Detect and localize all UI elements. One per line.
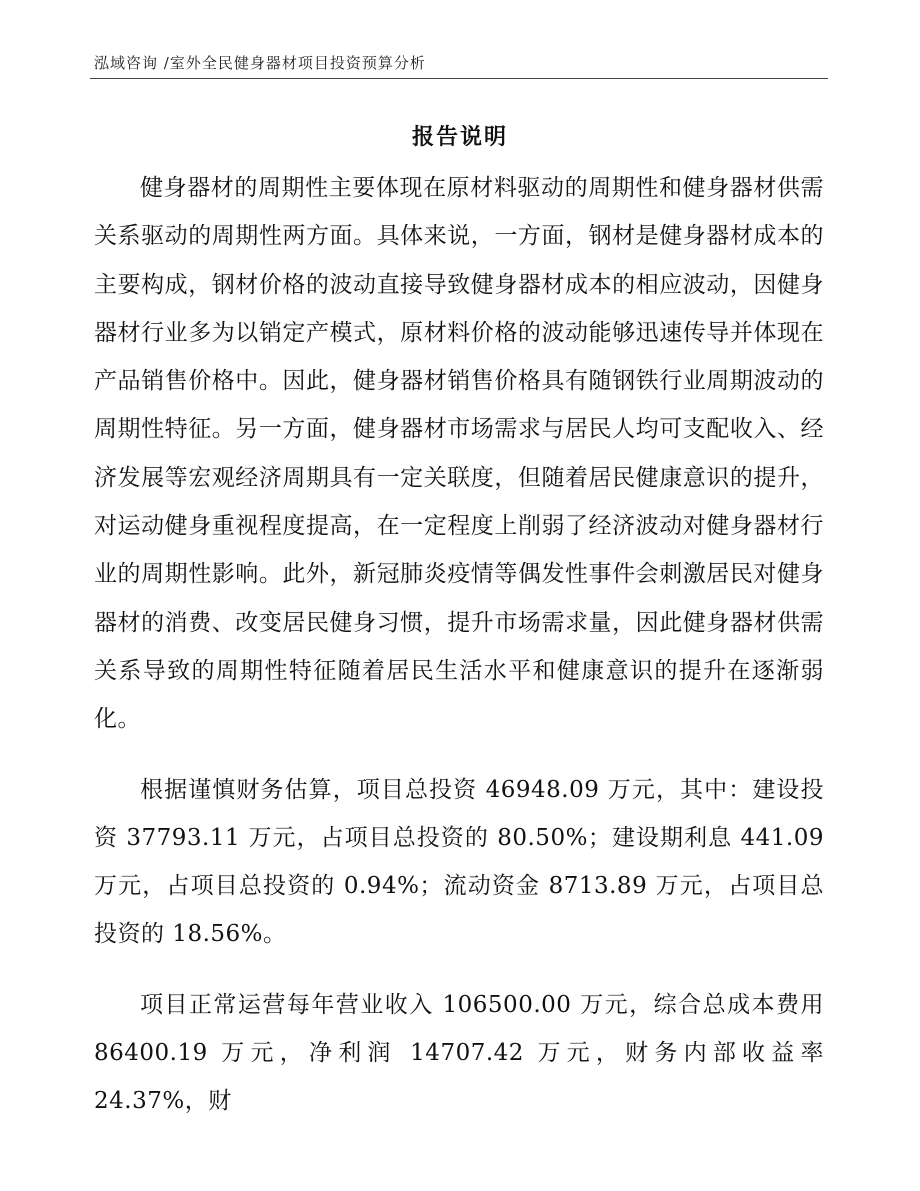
header-divider bbox=[90, 78, 828, 79]
section-title: 报告说明 bbox=[411, 124, 508, 150]
paragraph-cyclicality: 健身器材的周期性主要体现在原材料驱动的周期性和健身器材供需关系驱动的周期性两方面。具体来说，一方面，钢材是健身器材成本的主要构成，钢材价格的波动直接导致健身器材成本的相应波动，因健身器材行业多为以销定产模式，原材料价格的波动能够迅速传导并体现在产品销售价格中。因此，健身器材销售价格具有随钢铁行业周期波动的周期性特征。另一方面，健身器材市场需求与居民人均可支配收入、经济发展等宏观经济周期具有一定关联度，但随着居民健康意识的提升，对运动健身重视程度提高，在一定程度上削弱了经济波动对健身器材行业的周期性影响。此外，新冠肺炎疫情等偶发性事件会刺激居民对健身器材的消费、改变居民健身习惯，提升市场需求量，因此健身器材供需关系导致的周期性特征随着居民生活水平和健康意识的提升在逐渐弱化。 bbox=[94, 175, 824, 733]
report-body bbox=[94, 164, 824, 1126]
paragraph-investment: 根据谨慎财务估算，项目总投资 46948.09 万元，其中：建设投资 37793.11 万元，占项目总投资的 80.50%；建设期利息 441.09 万元，占项目总投资的 0.94%；流动资金 8713.89 万元，占项目总投资的 18.56%。 bbox=[94, 776, 824, 948]
page-header: 泓域咨询 /室外全民健身器材项目投资预算分析 bbox=[94, 54, 426, 72]
paragraph-revenue: 项目正常运营每年营业收入 106500.00 万元，综合总成本费用 86400.19 万元，净利润 14707.42 万元，财务内部收益率 24.37%，财 bbox=[94, 991, 824, 1115]
